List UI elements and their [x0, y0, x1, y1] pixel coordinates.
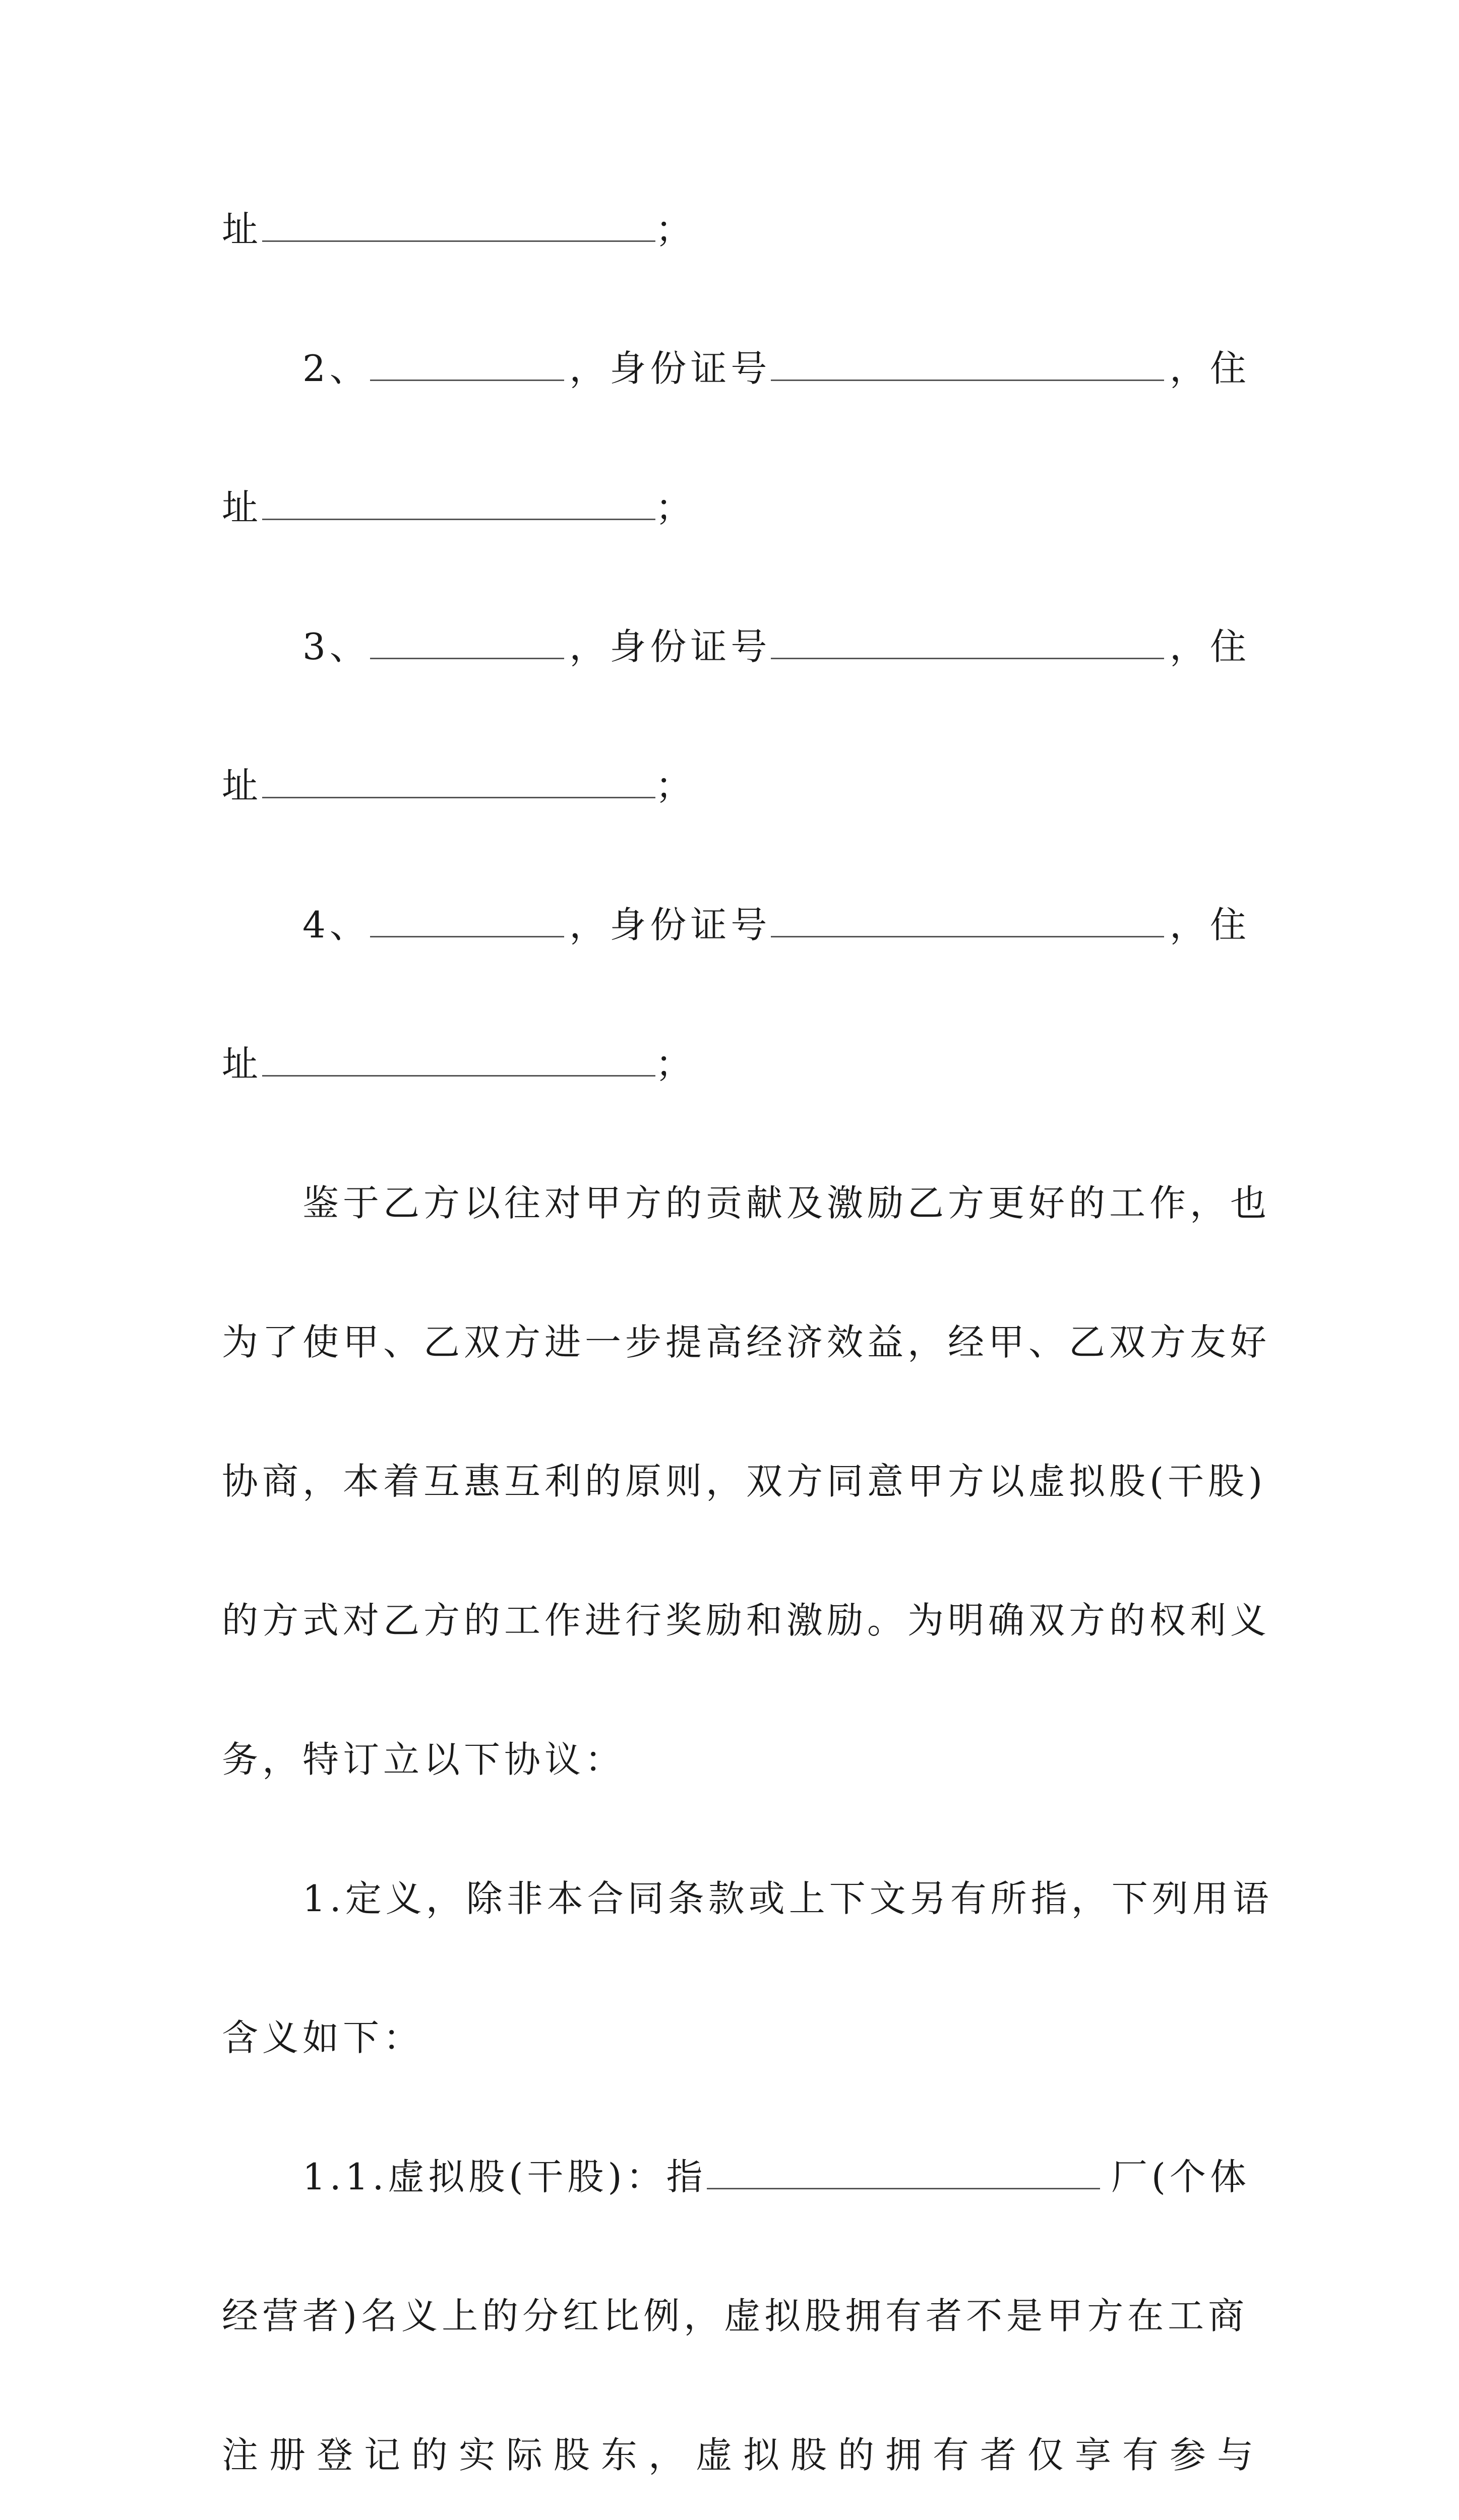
address-line-1: [222, 181, 1250, 321]
address-char: 址: [222, 765, 263, 807]
id-number-blank[interactable]: [771, 337, 1164, 381]
section-1-line-1: 1.定义，除非本合同条款或上下文另有所指，下列用语: [302, 1877, 1273, 1920]
id-label: ，身份证号: [569, 347, 771, 390]
factory-name-blank[interactable]: [707, 2146, 1100, 2189]
preamble-line-4: 的方式对乙方的工作进行奖励和激励。为明确双方的权利义: [222, 1599, 1271, 1642]
address-char: 址: [222, 1043, 263, 1085]
semicolon: ；: [655, 208, 696, 250]
section-1-line-2: 含义如下：: [222, 2017, 424, 2059]
address-line-4: [222, 1016, 1250, 1155]
name-blank[interactable]: [370, 894, 564, 937]
semicolon: ；: [655, 765, 696, 807]
preamble-line-5: 务，特订立以下协议：: [222, 1738, 626, 1781]
person-number: 4、: [302, 904, 370, 946]
person-number: 2、: [302, 347, 370, 390]
address-char: 址: [222, 208, 263, 250]
name-blank[interactable]: [370, 337, 564, 381]
preamble-line-1: 鉴于乙方以往对甲方的贡献及激励乙方更好的工作，也: [302, 1182, 1271, 1224]
preamble-line-3: 协商，本着互惠互利的原则，双方同意甲方以虚拟股(干股): [222, 1460, 1267, 1502]
address-blank[interactable]: [262, 754, 655, 798]
address-blank[interactable]: [262, 198, 655, 242]
address-blank[interactable]: [262, 476, 655, 520]
id-label: ，身份证号: [569, 904, 771, 946]
document-body: [222, 181, 1273, 2520]
section-1-1-line-1: [222, 2129, 1250, 2268]
address-label: ，住: [1169, 625, 1250, 668]
section-1-1-suffix: 厂(个体: [1111, 2156, 1250, 2198]
semicolon: ；: [655, 1043, 696, 1085]
section-1-1-line-2: 经营者)名义上的分红比例，虚拟股拥有者不是甲方在工商: [222, 2295, 1249, 2337]
id-label: ，身份证号: [569, 625, 771, 668]
address-blank[interactable]: [262, 1033, 655, 1077]
section-1-1-prefix: 1.1.虚拟股(干股)：指: [302, 2156, 707, 2198]
person-2-line: [222, 321, 1250, 460]
semicolon: ；: [655, 486, 696, 529]
id-number-blank[interactable]: [771, 894, 1164, 937]
address-label: ，住: [1169, 347, 1250, 390]
person-4-line: [222, 877, 1250, 1016]
id-number-blank[interactable]: [771, 615, 1164, 659]
address-char: 址: [222, 486, 263, 529]
section-1-1-line-3: 注册登记的实际股东，虚拟股的拥有者仅享有参与: [222, 2434, 1265, 2476]
address-line-2: [222, 460, 1250, 599]
address-label: ，住: [1169, 904, 1250, 946]
preamble-line-2: 为了使甲、乙双方进一步提高经济效益，经甲、乙双方友好: [222, 1321, 1271, 1363]
address-line-3: [222, 738, 1250, 877]
person-3-line: [222, 599, 1250, 738]
name-blank[interactable]: [370, 615, 564, 659]
person-number: 3、: [302, 625, 370, 668]
